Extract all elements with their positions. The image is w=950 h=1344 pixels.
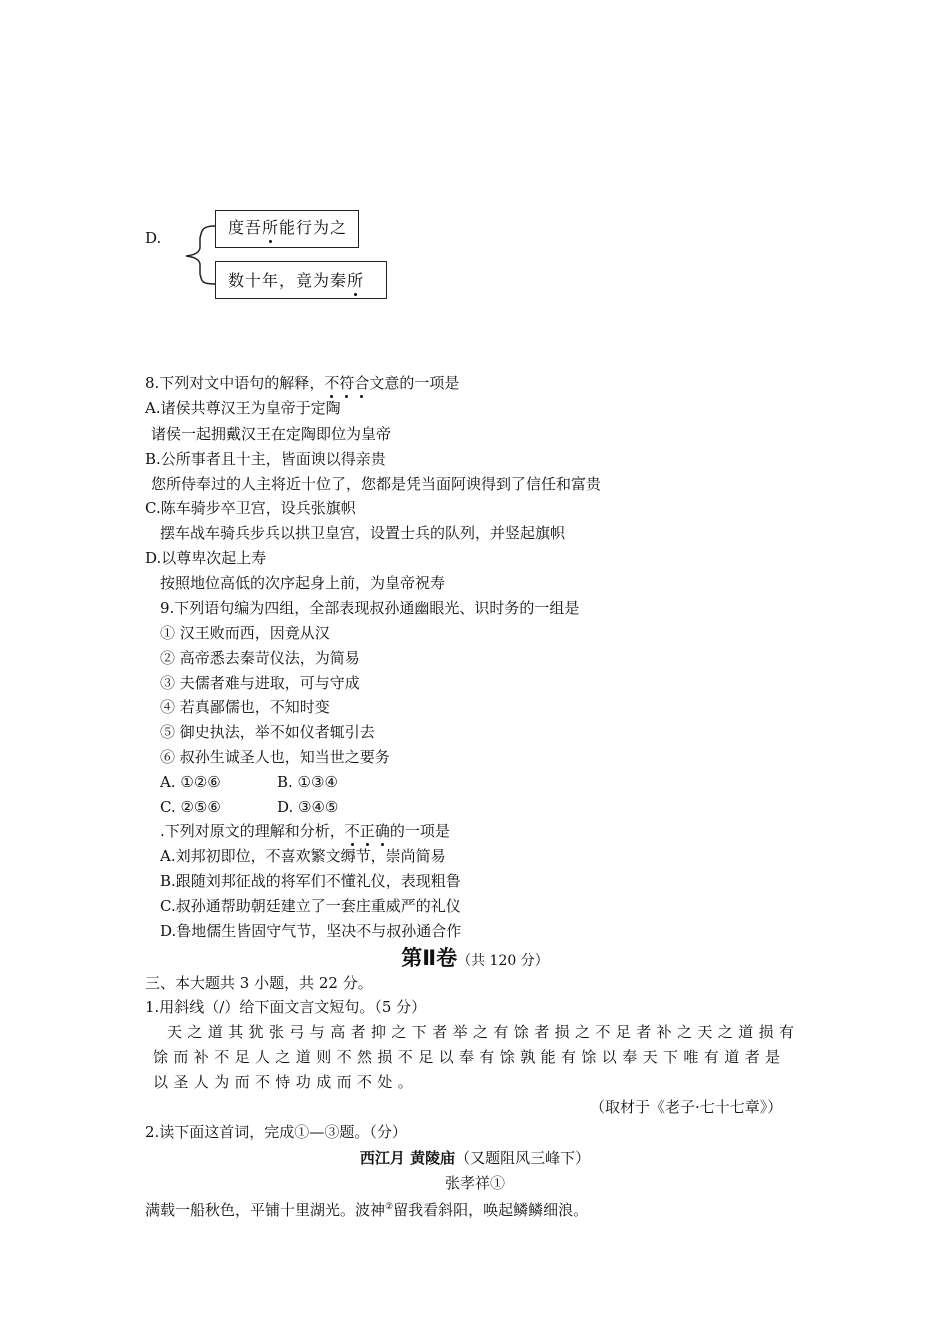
q7d-box-bottom-pre: 数十年，竟为秦 [228, 271, 348, 290]
q7d-box-top [215, 210, 359, 248]
poem-title-sub: （又题阻风三峰下） [455, 1149, 591, 1167]
passage-line-3: 以圣人为而不恃功成而不处。 [153, 1073, 419, 1091]
q9-statement-6: ⑥ 叔孙生诚圣人也，知当世之要务 [160, 748, 390, 766]
q10-emph-1: 不 [344, 822, 360, 840]
part2-title-main: 第Ⅱ卷 [401, 946, 458, 970]
q9-stem: 9.下列语句编为四组，全部表现叔孙通幽眼光、识时务的一组是 [160, 599, 580, 617]
q8-explain-c: 摆车战车骑兵步兵以拱卫皇宫，设置士兵的队列，并竖起旗帜 [160, 524, 566, 542]
q8-option-d: D.以尊卑次起上寿 [145, 549, 267, 567]
q8-explain-d: 按照地位高低的次序起身上前，为皇帝祝寿 [160, 574, 446, 592]
section3-heading: 三、本大题共 3 小题，共 22 分。 [145, 974, 373, 992]
q8-explain-b: 您所侍奉过的人主将近十位了，您都是凭当面阿谀得到了信任和富贵 [151, 475, 602, 493]
part2-title-sub: （共 120 分） [457, 953, 549, 969]
q10-stem-pre: .下列对原文的理解和分析， [160, 822, 345, 840]
q7-option-d-label: D. [145, 229, 162, 247]
passage-source: （取材于《老子·七十七章》） [590, 1098, 783, 1116]
q9-statement-4: ④ 若真鄙儒也，不知时变 [160, 698, 330, 716]
q9-statement-5: ⑤ 御史执法，举不如仪者辄引去 [160, 723, 375, 741]
brace-icon [180, 220, 220, 290]
poem-title-main: 西江月 黄陵庙 [359, 1149, 456, 1167]
q10-emph-3: 确 [374, 822, 390, 840]
q10-option-d: D.鲁地儒生皆固守气节，坚决不与叔孙通合作 [160, 922, 462, 940]
q10-stem [160, 821, 450, 841]
q2-stem: 2.读下面这首词，完成①—③题。（分） [145, 1123, 407, 1141]
poem-line-1 [145, 1197, 588, 1220]
q9-statement-3: ③ 夫儒者难与进取，可与守成 [160, 674, 360, 692]
q10-stem-post: 的一项是 [389, 822, 450, 840]
q9-option-b: B. ①③④ [277, 773, 338, 791]
poem-author: 张孝祥① [444, 1174, 505, 1192]
q8-explain-a: 诸侯一起拥戴汉王在定陶即位为皇帝 [151, 425, 392, 443]
q9-statement-1: ① 汉王败而西，因竟从汉 [160, 624, 330, 642]
passage-line-1: 天之道其犹张弓与高者抑之下者举之有馀者损之不足者补之天之道损有 [167, 1023, 800, 1041]
q10-option-c: C.叔孙通帮助朝廷建立了一套庄重威严的礼仪 [160, 897, 461, 915]
q7d-box-top-dotted: 所 [262, 215, 279, 238]
q8-stem-post: 文意的一项是 [369, 374, 460, 392]
q9-option-a: A. ①②⑥ [160, 773, 221, 791]
passage-line-2: 馀而补不足人之道则不然损不足以奉有馀孰能有馀以奉天下唯有道者是 [153, 1048, 786, 1066]
q8-emph-2: 符 [339, 374, 355, 392]
part2-title [0, 944, 950, 975]
q7d-box-bottom-dotted: 所 [347, 268, 364, 291]
q9-option-c: C. ②⑤⑥ [160, 798, 221, 816]
q10-emph-2: 正 [359, 822, 375, 840]
q7d-box-top-pre: 度吾 [228, 218, 263, 237]
q8-emph-1: 不 [324, 374, 340, 392]
q9-statement-2: ② 高帝悉去秦苛仪法，为简易 [160, 649, 360, 667]
q8-stem-pre: 8.下列对文中语句的解释， [145, 374, 325, 392]
q10-option-a: A.刘邦初即位，不喜欢繁文缛节，崇尚简易 [160, 847, 446, 865]
poem-footnote-mark: ② [385, 1202, 394, 1212]
q1-stem: 1.用斜线（/）给下面文言文短句。（5 分） [145, 998, 427, 1016]
q8-option-a: A.诸侯共尊汉王为皇帝于定陶 [145, 399, 341, 417]
poem-line-1-post: 留我看斜阳，唤起鳞鳞细浪。 [393, 1201, 589, 1219]
q7d-box-bottom [215, 261, 387, 299]
poem-title [0, 1147, 950, 1169]
q8-emph-3: 合 [354, 374, 370, 392]
q10-option-b: B.跟随刘邦征战的将军们不懂礼仪，表现粗鲁 [160, 872, 461, 890]
poem-line-1-pre: 满载一船秋色，平铺十里湖光。波神 [145, 1201, 386, 1219]
q8-stem [145, 373, 459, 393]
q9-option-d: D. ③④⑤ [277, 798, 339, 816]
q8-option-c: C.陈车骑步卒卫宫，设兵张旗帜 [145, 499, 356, 517]
q7d-box-top-post: 能行为之 [279, 218, 348, 237]
q8-option-b: B.公所事者且十主，皆面谀以得亲贵 [145, 450, 386, 468]
